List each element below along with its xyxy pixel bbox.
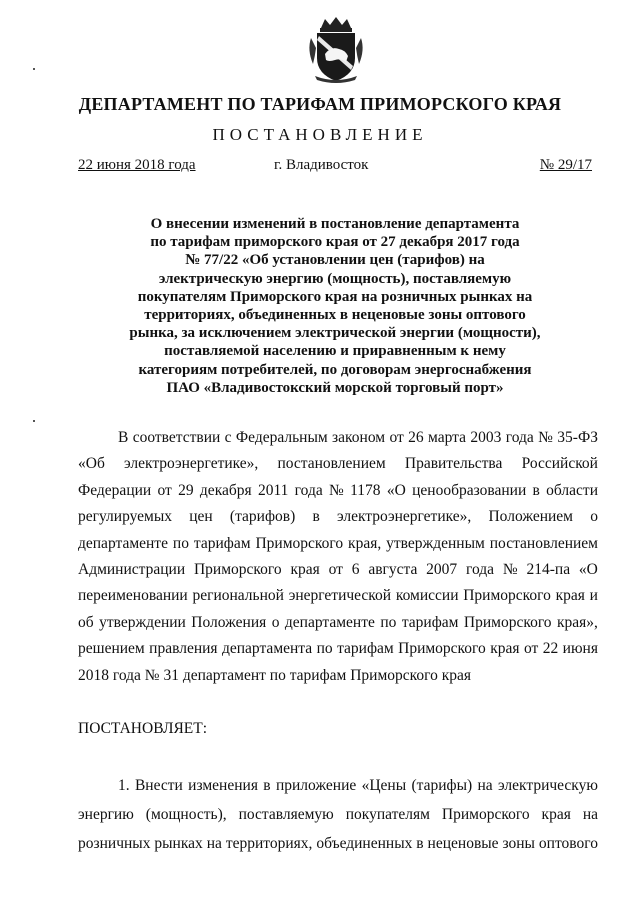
word: «Об	[78, 455, 105, 473]
word: законом	[332, 429, 386, 446]
word: соответствии	[132, 429, 221, 446]
word: утверждении	[99, 613, 186, 631]
word: объединенных	[316, 835, 413, 852]
word: Положения	[191, 613, 267, 631]
word: территориях,	[225, 835, 313, 852]
word: по	[380, 613, 397, 631]
word: цен	[189, 508, 213, 526]
word: на	[582, 806, 598, 823]
word: от	[389, 429, 404, 446]
body-line	[78, 504, 598, 530]
word: о	[271, 613, 280, 631]
word: области	[546, 481, 598, 499]
word: Федеральным	[235, 429, 328, 446]
word: в	[263, 777, 271, 794]
word: Федерации	[78, 481, 152, 499]
title-line: электрическую энергию (мощность), поставляемую	[158, 270, 512, 287]
word: ценообразовании	[412, 481, 527, 499]
word: комиссии	[395, 587, 459, 605]
word: на	[477, 777, 493, 794]
word: тарифам	[193, 534, 251, 552]
word: в	[532, 481, 540, 499]
title-line: рынка, за исключением электрической энергии (мощности),	[129, 325, 541, 342]
title-line: № 77/22 «Об установлении цен (тарифов) на	[185, 252, 485, 269]
scan-speck	[33, 68, 35, 70]
body-line	[78, 557, 598, 583]
title-line: категориям потребителей, по договорам энергоснабжения	[138, 361, 532, 378]
word: изменения	[188, 777, 258, 794]
body-line	[78, 583, 598, 609]
word: энергию	[78, 806, 134, 823]
word: 2003	[470, 429, 502, 446]
department-name: ДЕПАРТАМЕНТ ПО ТАРИФАМ ПРИМОРСКОГО КРАЯ	[78, 94, 562, 114]
word: июня	[562, 640, 598, 658]
word: 22	[542, 640, 559, 658]
word: края,	[348, 534, 382, 552]
word: 26	[408, 429, 424, 446]
body-line	[78, 531, 598, 557]
word: (тарифы)	[411, 777, 473, 794]
word: Приморского	[441, 806, 530, 823]
word: поставляемую	[238, 806, 334, 823]
word: Приморского	[398, 640, 486, 658]
word: регулируемых	[78, 508, 173, 526]
word: по	[172, 534, 189, 552]
document-date: 22 июня 2018 года	[78, 157, 196, 173]
word: декабря	[199, 481, 252, 499]
word: 214-па	[526, 561, 571, 579]
word: тарифам	[401, 613, 459, 631]
body-line	[78, 425, 598, 451]
word: Российской	[521, 455, 598, 473]
word: №	[538, 429, 553, 446]
word: постановлением	[489, 534, 598, 552]
word: утвержденным	[386, 534, 485, 552]
word: Правительства	[404, 455, 503, 473]
document-meta-row	[78, 157, 598, 177]
word: постановлением	[277, 455, 386, 473]
body-line	[78, 610, 598, 636]
word: Приморского	[255, 534, 344, 552]
word: с	[224, 429, 232, 446]
word: 6	[351, 561, 360, 579]
word: 35-ФЗ	[557, 429, 598, 446]
word: 2011	[257, 481, 289, 499]
body-line	[78, 451, 598, 477]
word: края»,	[557, 613, 598, 631]
body-line	[78, 478, 598, 504]
word: об	[78, 613, 94, 631]
word: края	[490, 640, 520, 658]
word: электроэнергетике»,	[124, 455, 259, 473]
word: региональной	[192, 587, 284, 605]
word: Приморского	[463, 587, 551, 605]
word: тарифам	[337, 640, 394, 658]
word: о	[590, 508, 598, 526]
title-line: по тарифам приморского края от 27 декабря 2017 года	[150, 234, 520, 251]
item-line	[78, 800, 598, 829]
word: (тарифов)	[229, 508, 296, 526]
body-line	[78, 636, 598, 662]
word: года	[466, 561, 495, 579]
word: «О	[578, 561, 598, 579]
document-city: г. Владивосток	[274, 157, 369, 173]
word: 2007	[426, 561, 458, 579]
title-line: ПАО «Владивостокский морской торговый порт»	[166, 379, 504, 396]
document-type: ПОСТАНОВЛЕНИЕ	[212, 125, 428, 144]
word: Приморского	[463, 613, 552, 631]
word: зоны	[502, 835, 535, 852]
resolution-item-1	[78, 771, 598, 858]
word: в	[416, 835, 424, 852]
word: электрическую	[498, 777, 598, 794]
word: «Цены	[361, 777, 407, 794]
item-line	[78, 771, 598, 800]
word: №	[329, 481, 344, 499]
document-title	[125, 215, 545, 397]
word: (мощность),	[145, 806, 227, 823]
word: энергетической	[288, 587, 392, 605]
word: от	[328, 561, 343, 579]
preamble-paragraph	[78, 425, 598, 689]
word: неценовые	[427, 835, 499, 852]
title-line: территориях, объединенных в неценовые зоны оптового	[144, 307, 526, 324]
word: Внести	[134, 777, 183, 794]
word: года	[294, 481, 323, 499]
word: по	[316, 640, 333, 658]
word: переименовании	[78, 587, 188, 605]
body-line: 2018 года № 31 департамент по тарифам Приморского края	[78, 666, 472, 684]
item-line	[78, 829, 598, 858]
resolves-heading: ПОСТАНОВЛЯЕТ:	[78, 720, 208, 737]
word: «О	[386, 481, 406, 499]
word: электроэнергетике»,	[336, 508, 472, 526]
word: года	[505, 429, 534, 446]
word: покупателям	[345, 806, 430, 823]
word: края	[555, 587, 585, 605]
word: департаменте	[284, 613, 375, 631]
word: 1178	[350, 481, 381, 499]
word: правления	[149, 640, 218, 658]
word: 1.	[118, 777, 130, 794]
word: 29	[178, 481, 194, 499]
word: департамента	[221, 640, 313, 658]
word: края	[290, 561, 320, 579]
word: приложение	[275, 777, 357, 794]
word: от	[157, 481, 172, 499]
word: решением	[78, 640, 145, 658]
word: от	[523, 640, 539, 658]
word: В	[118, 429, 129, 446]
word: Администрации	[78, 561, 186, 579]
word: Положением	[488, 508, 573, 526]
title-line: О внесении изменений в постановление департамента	[150, 216, 520, 232]
word: марта	[428, 429, 466, 446]
document-number: № 29/17	[539, 157, 592, 173]
coat-of-arms-icon	[305, 16, 367, 84]
word: и	[589, 587, 598, 605]
word: рынках	[154, 835, 203, 852]
word: Приморского	[193, 561, 282, 579]
title-line: поставляемой населению и приравненным к нему	[164, 343, 506, 360]
scan-speck	[33, 420, 35, 422]
word: №	[502, 561, 518, 579]
word: в	[312, 508, 320, 526]
word: департаменте	[78, 534, 168, 552]
word: края	[541, 806, 571, 823]
word: августа	[368, 561, 418, 579]
word: розничных	[78, 835, 151, 852]
title-line: покупателям Приморского края на розничных рынках на	[137, 288, 533, 305]
word: на	[206, 835, 222, 852]
word: оптового	[538, 835, 598, 852]
